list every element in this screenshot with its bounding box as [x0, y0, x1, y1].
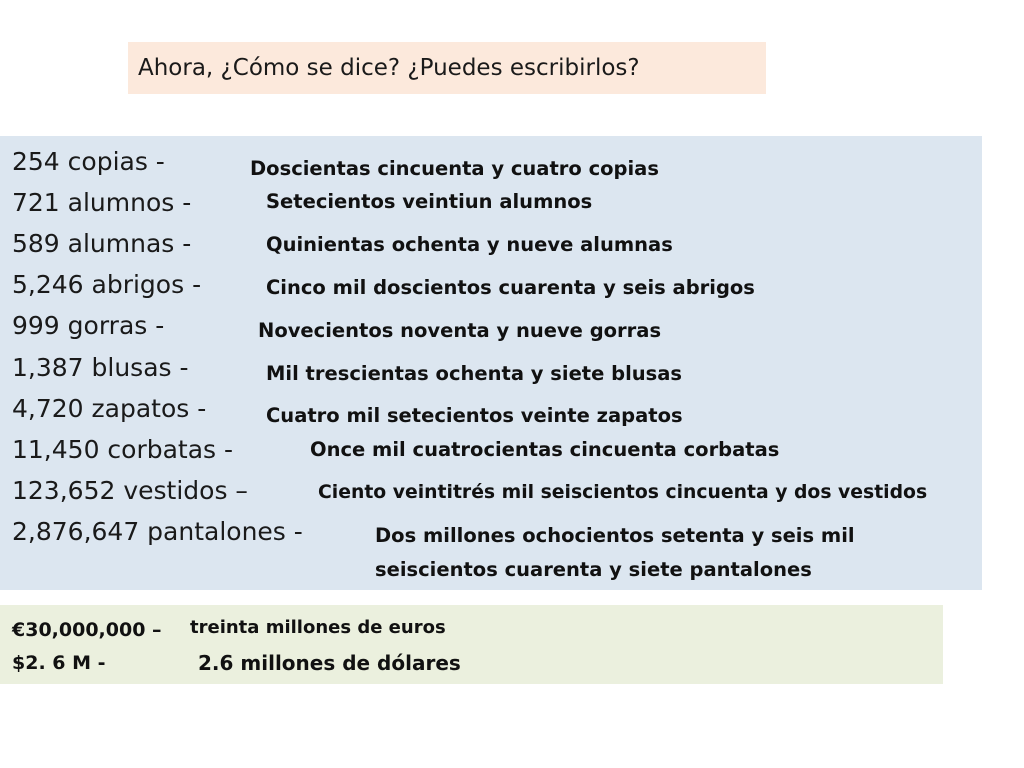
answer-text: Quinientas ochenta y nueve alumnas [266, 233, 673, 256]
slide-title: Ahora, ¿Cómo se dice? ¿Puedes escribirlos? [128, 42, 766, 94]
number-item: 5,246 abrigos - [12, 270, 202, 299]
money-panel [0, 605, 943, 684]
number-item: 721 alumnos - [12, 188, 192, 217]
answer-text: Novecientos noventa y nueve gorras [258, 319, 662, 342]
number-item: 4,720 zapatos - [12, 394, 207, 423]
number-item: 11,450 corbatas - [12, 435, 234, 464]
money-answer: 2.6 millones de dólares [198, 651, 461, 675]
answer-text: Ciento veintitrés mil seiscientos cincuenta y dos vestidos [318, 482, 928, 503]
answer-text: Once mil cuatrocientas cincuenta corbatas [310, 438, 780, 461]
number-item: 2,876,647 pantalones - [12, 517, 303, 546]
money-answer: treinta millones de euros [190, 617, 446, 638]
answer-text: seiscientos cuarenta y siete pantalones [375, 558, 812, 581]
number-item: 254 copias - [12, 147, 165, 176]
answer-text: Mil trescientas ochenta y siete blusas [266, 362, 683, 385]
answer-text: Dos millones ochocientos setenta y seis mil [375, 524, 855, 547]
number-item: 999 gorras - [12, 311, 165, 340]
answer-text: Cuatro mil setecientos veinte zapatos [266, 404, 683, 427]
money-amount: €30,000,000 – [12, 619, 162, 641]
answer-text: Cinco mil doscientos cuarenta y seis abrigos [266, 276, 755, 299]
number-item: 123,652 vestidos – [12, 476, 248, 505]
money-amount: $2. 6 M - [12, 652, 106, 674]
number-item: 1,387 blusas - [12, 353, 189, 382]
number-item: 589 alumnas - [12, 229, 192, 258]
answer-text: Setecientos veintiun alumnos [266, 190, 593, 213]
answer-text: Doscientas cincuenta y cuatro copias [250, 157, 659, 180]
